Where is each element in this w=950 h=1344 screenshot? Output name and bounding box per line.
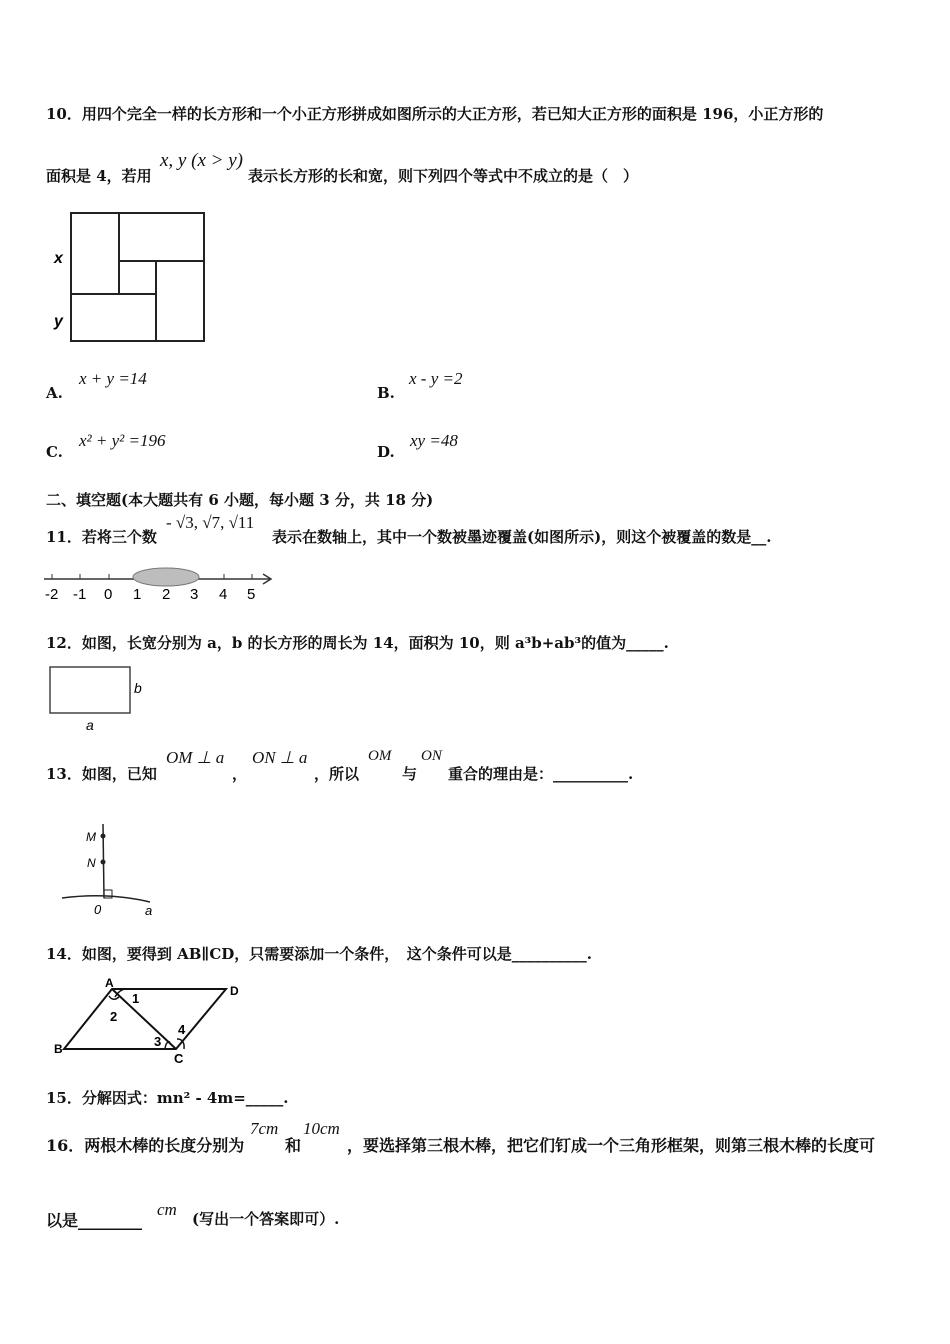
- q16-suffix: ，要选择第三根木棒，把它们钉成一个三角形框架，则第三根木棒的长度可: [347, 1136, 876, 1155]
- q12-figure: [44, 662, 154, 734]
- tick-label: 4: [219, 586, 228, 603]
- section2-heading: 二、填空题(本大题共有 6 小题，每小题 3 分，共 18 分): [46, 491, 434, 509]
- tick-label: 5: [247, 586, 256, 603]
- q12-text: 12．如图，长宽分别为 a，b 的长方形的周长为 14，面积为 10，则 a³b+ab³的值为_____.: [46, 634, 669, 652]
- q13-math1: OM ⊥ a: [166, 748, 225, 767]
- q10-option-a-label: A.: [46, 384, 63, 402]
- tick-label: -2: [45, 586, 59, 603]
- label-O: 0: [94, 902, 102, 917]
- label-A: A: [105, 976, 114, 990]
- label-C: C: [174, 1051, 184, 1066]
- q16-line2-prefix: 以是________: [46, 1211, 143, 1230]
- q10-option-d-expr: xy =48: [410, 431, 458, 450]
- angle-1: 1: [132, 991, 140, 1006]
- q10-option-b-expr: x - y =2: [409, 369, 463, 388]
- q14-figure: [52, 975, 252, 1067]
- q13-figure: [58, 822, 168, 922]
- label-B: B: [54, 1042, 63, 1056]
- q13-comma: ，: [232, 765, 248, 783]
- q13-prefix: 13．如图，已知: [46, 765, 157, 783]
- label-D: D: [230, 984, 239, 998]
- label-a: a: [86, 717, 94, 733]
- angle-2: 2: [110, 1009, 118, 1024]
- q10-option-d-label: D.: [377, 443, 395, 461]
- label-b: b: [134, 680, 142, 696]
- q13-mid: ，所以: [314, 765, 360, 783]
- label-M: M: [86, 830, 96, 844]
- q10-option-b-label: B.: [377, 384, 395, 402]
- q16-math1: 7cm: [250, 1119, 279, 1138]
- q16-line2-math: cm: [157, 1200, 177, 1219]
- q10-line2-math: x, y (x > y): [160, 150, 243, 171]
- fig-label-x: x: [54, 250, 63, 267]
- q15-text: 15．分解因式：mn² - 4m=_____.: [46, 1089, 289, 1107]
- q13-suffix: 重合的理由是：__________.: [448, 765, 634, 783]
- label-N: N: [87, 856, 96, 870]
- q13-yu: 与: [402, 765, 418, 783]
- tick-label: 3: [190, 586, 199, 603]
- q16-prefix: 16．两根木棒的长度分别为: [46, 1136, 245, 1155]
- q11-prefix: 11．若将三个数: [46, 528, 157, 546]
- tick-label: 1: [133, 586, 142, 603]
- q16-line2-suffix: (写出一个答案即可）.: [192, 1210, 340, 1228]
- tick-label: -1: [73, 586, 87, 603]
- q10-figure: [48, 205, 218, 350]
- q13-math3: OM: [368, 748, 392, 764]
- q11-suffix: 表示在数轴上，其中一个数被墨迹覆盖(如图所示)，则这个被覆盖的数是__.: [272, 528, 772, 546]
- q11-math: - √3, √7, √11: [166, 513, 255, 532]
- q10-option-c-label: C.: [46, 443, 63, 461]
- q10-line1: 10．用四个完全一样的长方形和一个小正方形拼成如图所示的大正方形，若已知大正方形的面积是 196，小正方形的: [46, 105, 824, 123]
- fig-label-y: y: [54, 313, 63, 330]
- tick-label: 2: [162, 586, 171, 603]
- angle-3: 3: [154, 1034, 162, 1049]
- q13-math4: ON: [421, 748, 442, 764]
- q10-line2-prefix: 面积是 4，若用: [46, 167, 152, 185]
- q14-text: 14．如图，要得到 AB∥CD，只需要添加一个条件， 这个条件可以是__________.: [46, 945, 593, 963]
- label-a: a: [145, 903, 153, 918]
- q10-option-a-expr: x + y =14: [79, 369, 147, 388]
- angle-4: 4: [178, 1022, 186, 1037]
- q11-number-line: [42, 565, 282, 607]
- ink-blot: [133, 568, 199, 586]
- q16-math2: 10cm: [303, 1119, 340, 1138]
- q13-math2: ON ⊥ a: [252, 748, 308, 767]
- q16-he: 和: [285, 1136, 302, 1155]
- q10-line2-suffix: 表示长方形的长和宽，则下列四个等式中不成立的是（ ）: [248, 167, 639, 185]
- tick-label: 0: [104, 586, 113, 603]
- q10-option-c-expr: x² + y² =196: [79, 431, 166, 450]
